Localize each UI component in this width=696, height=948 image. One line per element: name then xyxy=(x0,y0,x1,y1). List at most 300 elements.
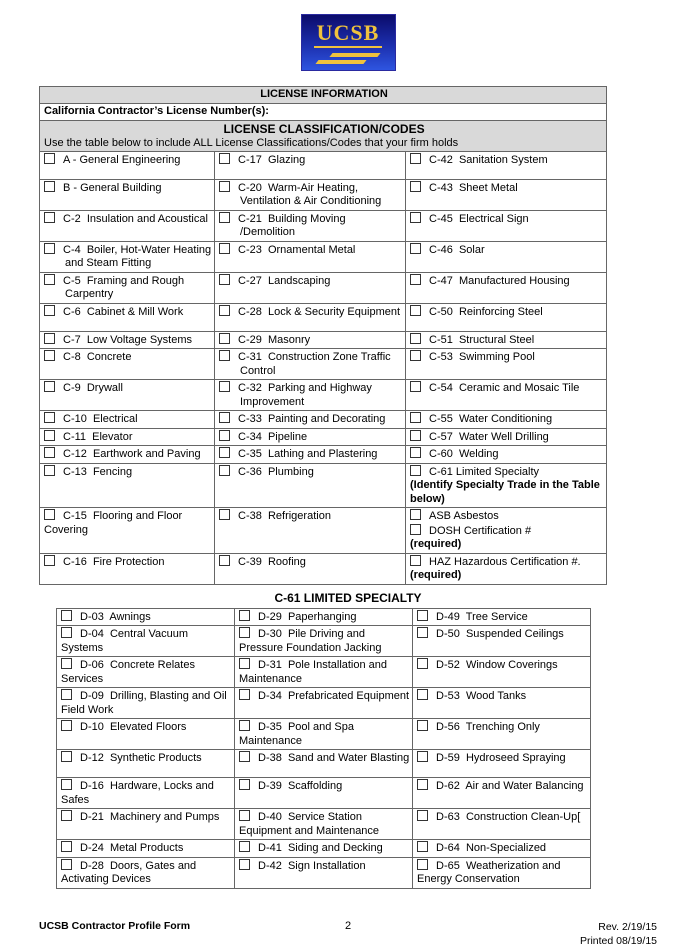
checkbox[interactable] xyxy=(239,689,250,700)
option-row xyxy=(410,305,604,320)
option-label: C-11 Elevator xyxy=(63,430,133,443)
option-label: C-20 Warm-Air Heating, Ventilation & Air Conditioning xyxy=(238,181,382,207)
license-option-cell xyxy=(215,508,406,554)
checkbox[interactable] xyxy=(219,465,230,476)
option-label: C-60 Welding xyxy=(429,448,499,460)
option-row xyxy=(410,430,604,445)
license-option-cell xyxy=(413,750,591,778)
checkbox[interactable] xyxy=(417,859,428,870)
option-row xyxy=(61,810,232,825)
option-label: D-41 Siding and Decking xyxy=(258,842,383,854)
table-row xyxy=(40,553,607,584)
option-row xyxy=(61,627,232,655)
option-row xyxy=(219,333,403,348)
option-label: C-10 Electrical xyxy=(63,413,138,425)
checkbox[interactable] xyxy=(417,810,428,821)
option-row xyxy=(417,627,588,642)
license-option-cell xyxy=(40,446,215,464)
classification-subtitle: Use the table below to include ALL License Classifications/Codes that your firm holds xyxy=(44,136,459,149)
license-option-cell xyxy=(40,151,215,179)
table-row xyxy=(57,857,591,888)
option-label: C-21 Building Moving /Demolition xyxy=(238,212,349,238)
checkbox[interactable] xyxy=(44,212,55,223)
license-option-cell xyxy=(406,151,607,179)
option-label: D-12 Synthetic Products xyxy=(80,752,202,764)
checkbox[interactable] xyxy=(239,627,250,638)
option-row xyxy=(219,305,403,320)
option-label: D-03 Awnings xyxy=(80,610,151,623)
license-option-cell xyxy=(413,688,591,719)
option-row xyxy=(417,720,588,735)
option-row xyxy=(410,181,604,196)
option-label: D-30 Pile Driving and Pressure Foundation Jacking xyxy=(239,628,382,654)
option-label: D-50 Suspended Ceilings xyxy=(436,628,564,640)
option-label: D-63 Construction Clean-Up[ xyxy=(436,811,581,823)
checkbox[interactable] xyxy=(417,689,428,700)
option-label: C-2 Insulation and Acoustical xyxy=(63,212,208,225)
license-option-cell xyxy=(406,303,607,331)
license-option-cell xyxy=(235,608,413,626)
option-row xyxy=(44,181,212,196)
checkbox[interactable] xyxy=(219,153,230,164)
option-row xyxy=(239,841,410,856)
option-label: C-28 Lock & Security Equipment xyxy=(238,305,401,318)
option-label: D-04 Central Vacuum Systems xyxy=(61,628,192,654)
option-row xyxy=(219,381,403,409)
option-row xyxy=(44,447,212,462)
license-option-cell xyxy=(57,809,235,840)
checkbox[interactable] xyxy=(219,243,230,254)
checkbox[interactable] xyxy=(410,509,421,520)
checkbox[interactable] xyxy=(410,305,421,316)
option-label: C-54 Ceramic and Mosaic Tile xyxy=(429,382,580,394)
option-label: C-27 Landscaping xyxy=(238,274,331,287)
checkbox[interactable] xyxy=(239,658,250,669)
checkbox[interactable] xyxy=(417,627,428,638)
option-label: C-16 Fire Protection xyxy=(63,555,165,568)
checkbox[interactable] xyxy=(219,555,230,566)
option-label: D-06 Concrete Relates Services xyxy=(61,659,199,685)
option-label: D-10 Elevated Floors xyxy=(80,721,187,733)
checkbox[interactable] xyxy=(61,810,72,821)
license-option-cell xyxy=(413,809,591,840)
checkbox[interactable] xyxy=(239,751,250,762)
table-row xyxy=(57,840,591,858)
table-row xyxy=(40,241,607,272)
option-row xyxy=(61,859,232,887)
checkbox[interactable] xyxy=(410,243,421,254)
option-row xyxy=(219,555,403,570)
checkbox[interactable] xyxy=(44,381,55,392)
checkbox[interactable] xyxy=(417,751,428,762)
option-label: D-42 Sign Installation xyxy=(258,859,366,872)
license-option-cell xyxy=(215,463,406,508)
table-row xyxy=(40,446,607,464)
option-label: D-53 Wood Tanks xyxy=(436,690,527,702)
table-row xyxy=(40,87,607,104)
option-label: D-09 Drilling, Blasting and Oil Field Work xyxy=(61,690,230,716)
option-row xyxy=(417,689,588,704)
option-row xyxy=(239,627,410,655)
option-row xyxy=(239,720,410,748)
checkbox[interactable] xyxy=(219,381,230,392)
license-option-cell xyxy=(57,857,235,888)
option-label: C-32 Parking and Highway Improvement xyxy=(238,382,375,408)
license-option-cell xyxy=(215,446,406,464)
license-option-cell xyxy=(40,331,215,349)
option-row xyxy=(219,412,403,427)
option-label: C-4 Boiler, Hot-Water Heating and Steam Fitting xyxy=(63,243,215,269)
license-option-cell xyxy=(215,380,406,411)
license-option-cell xyxy=(40,553,215,584)
option-label: (required) xyxy=(410,569,462,581)
checkbox[interactable] xyxy=(239,779,250,790)
table-row xyxy=(40,508,607,554)
checkbox[interactable] xyxy=(44,555,55,566)
option-label: C-47 Manufactured Housing xyxy=(429,274,570,287)
logo-slash-icon xyxy=(315,60,366,64)
option-row xyxy=(410,465,604,480)
license-option-cell xyxy=(40,241,215,272)
license-option-cell xyxy=(235,809,413,840)
option-label: (required) xyxy=(410,538,462,550)
option-label: C-42 Sanitation System xyxy=(429,153,548,166)
option-row xyxy=(44,412,212,427)
option-row xyxy=(410,447,604,462)
license-option-cell xyxy=(235,688,413,719)
option-row xyxy=(61,779,232,807)
option-label: D-21 Machinery and Pumps xyxy=(80,811,220,823)
option-label: D-62 Air and Water Balancing xyxy=(436,780,584,792)
checkbox[interactable] xyxy=(44,305,55,316)
footer-rev-date: Rev. 2/19/15 xyxy=(598,920,657,933)
checkbox[interactable] xyxy=(44,509,55,520)
license-number-label: California Contractor’s License Number(s): xyxy=(44,104,269,117)
option-row xyxy=(61,610,232,625)
option-label: C-34 Pipeline xyxy=(238,430,308,443)
table-row xyxy=(40,411,607,429)
license-option-cell xyxy=(40,349,215,380)
option-label: D-34 Prefabricated Equipment xyxy=(258,690,410,702)
checkbox[interactable] xyxy=(61,841,72,852)
checkbox[interactable] xyxy=(239,810,250,821)
checkbox[interactable] xyxy=(219,509,230,520)
license-option-cell xyxy=(413,778,591,809)
table-row xyxy=(57,809,591,840)
checkbox[interactable] xyxy=(410,274,421,285)
option-label: C-33 Painting and Decorating xyxy=(238,413,386,425)
option-row xyxy=(44,509,212,537)
license-option-cell xyxy=(40,210,215,241)
option-row xyxy=(239,859,410,874)
checkbox[interactable] xyxy=(239,720,250,731)
option-label: C-7 Low Voltage Systems xyxy=(63,333,193,346)
checkbox[interactable] xyxy=(44,350,55,361)
option-row xyxy=(44,555,212,570)
option-note xyxy=(410,538,604,552)
license-option-cell xyxy=(57,778,235,809)
option-label: D-16 Hardware, Locks and Safes xyxy=(61,780,217,806)
license-option-cell xyxy=(40,179,215,210)
checkbox[interactable] xyxy=(61,859,72,870)
checkbox[interactable] xyxy=(44,465,55,476)
option-row xyxy=(410,412,604,427)
option-label: C-45 Electrical Sign xyxy=(429,212,529,225)
option-row xyxy=(44,305,212,320)
checkbox[interactable] xyxy=(61,627,72,638)
table-row xyxy=(40,428,607,446)
checkbox[interactable] xyxy=(239,610,250,621)
option-row xyxy=(219,153,403,168)
checkbox[interactable] xyxy=(219,430,230,441)
option-row xyxy=(417,841,588,856)
checkbox[interactable] xyxy=(61,689,72,700)
option-row xyxy=(44,153,212,168)
option-label: D-49 Tree Service xyxy=(436,610,528,623)
option-row xyxy=(61,751,232,766)
checkbox[interactable] xyxy=(417,720,428,731)
option-row xyxy=(239,610,410,625)
option-row xyxy=(417,779,588,794)
option-label: (Identify Specialty Trade in the Table below) xyxy=(410,479,603,505)
table-row xyxy=(40,349,607,380)
option-row xyxy=(417,751,588,766)
table-row xyxy=(57,608,591,626)
license-information-header: LICENSE INFORMATION xyxy=(40,87,607,104)
option-row xyxy=(410,381,604,396)
classification-header-cell xyxy=(40,120,607,151)
checkbox[interactable] xyxy=(410,153,421,164)
checkbox[interactable] xyxy=(410,212,421,223)
license-option-cell xyxy=(235,840,413,858)
ucsb-logo xyxy=(301,14,396,71)
table-row xyxy=(57,626,591,657)
footer-form-name: UCSB Contractor Profile Form xyxy=(39,919,191,932)
footer-revision-block xyxy=(451,920,657,948)
checkbox[interactable] xyxy=(44,153,55,164)
license-option-cell xyxy=(57,688,235,719)
license-option-cell xyxy=(40,463,215,508)
license-option-cell xyxy=(215,411,406,429)
checkbox[interactable] xyxy=(61,779,72,790)
option-label: D-59 Hydroseed Spraying xyxy=(436,752,566,764)
option-label: C-35 Lathing and Plastering xyxy=(238,448,378,460)
checkbox[interactable] xyxy=(239,841,250,852)
license-option-cell xyxy=(406,463,607,508)
checkbox[interactable] xyxy=(239,859,250,870)
checkbox[interactable] xyxy=(410,412,421,423)
option-label: C-6 Cabinet & Mill Work xyxy=(63,305,184,318)
option-row xyxy=(44,350,212,365)
license-option-cell xyxy=(57,719,235,750)
option-label: D-24 Metal Products xyxy=(80,842,184,854)
checkbox[interactable] xyxy=(410,524,421,535)
option-row xyxy=(219,509,403,524)
option-row xyxy=(239,658,410,686)
logo-slash-icon xyxy=(329,53,380,57)
checkbox[interactable] xyxy=(44,412,55,423)
checkbox[interactable] xyxy=(410,430,421,441)
checkbox[interactable] xyxy=(219,350,230,361)
license-option-cell xyxy=(57,608,235,626)
checkbox[interactable] xyxy=(417,779,428,790)
contractor-profile-form-page xyxy=(0,14,696,947)
checkbox[interactable] xyxy=(410,350,421,361)
checkbox[interactable] xyxy=(44,274,55,285)
checkbox[interactable] xyxy=(44,243,55,254)
checkbox[interactable] xyxy=(417,841,428,852)
license-option-cell xyxy=(215,179,406,210)
option-label: D-28 Doors, Gates and Activating Devices xyxy=(61,859,199,885)
option-label: C-57 Water Well Drilling xyxy=(429,430,549,443)
table-row xyxy=(40,151,607,179)
license-option-cell xyxy=(406,411,607,429)
option-label: HAZ Hazardous Certification #. xyxy=(429,555,581,568)
license-option-cell xyxy=(57,626,235,657)
option-label: C-8 Concrete xyxy=(63,351,132,363)
license-option-cell xyxy=(215,210,406,241)
license-option-cell xyxy=(413,840,591,858)
option-label: D-39 Scaffolding xyxy=(258,780,343,792)
license-option-cell xyxy=(40,380,215,411)
checkbox[interactable] xyxy=(219,305,230,316)
footer-page-number: 2 xyxy=(344,919,352,932)
checkbox[interactable] xyxy=(410,447,421,458)
license-option-cell xyxy=(413,657,591,688)
option-row xyxy=(219,465,403,480)
option-row xyxy=(410,333,604,348)
option-row xyxy=(239,779,410,794)
option-label: C-36 Plumbing xyxy=(238,465,314,478)
license-option-cell xyxy=(235,778,413,809)
license-option-cell xyxy=(215,349,406,380)
option-label: C-9 Drywall xyxy=(63,382,123,394)
checkbox[interactable] xyxy=(61,720,72,731)
license-option-cell xyxy=(215,272,406,303)
checkbox[interactable] xyxy=(417,610,428,621)
option-label: DOSH Certification # xyxy=(429,524,532,537)
license-option-cell xyxy=(406,553,607,584)
checkbox[interactable] xyxy=(61,610,72,621)
option-label: ASB Asbestos xyxy=(429,510,499,522)
checkbox[interactable] xyxy=(410,465,421,476)
option-row xyxy=(219,350,403,378)
option-row xyxy=(44,381,212,396)
license-option-cell xyxy=(57,657,235,688)
option-label: C-13 Fencing xyxy=(63,465,133,478)
option-row xyxy=(410,555,604,570)
license-option-cell xyxy=(406,272,607,303)
checkbox[interactable] xyxy=(44,430,55,441)
license-option-cell xyxy=(40,303,215,331)
option-row xyxy=(239,689,410,704)
license-option-cell xyxy=(406,428,607,446)
option-row xyxy=(410,153,604,168)
table-row xyxy=(40,210,607,241)
license-option-cell xyxy=(413,719,591,750)
checkbox[interactable] xyxy=(219,333,230,344)
checkbox[interactable] xyxy=(61,751,72,762)
option-label: C-31 Construction Zone Traffic Control xyxy=(238,351,394,377)
option-label: C-15 Flooring and Floor Covering xyxy=(44,510,186,536)
checkbox[interactable] xyxy=(44,181,55,192)
option-row xyxy=(44,212,212,227)
table-row xyxy=(57,778,591,809)
option-label: C-38 Refrigeration xyxy=(238,510,331,522)
option-row xyxy=(239,751,410,766)
license-option-cell xyxy=(406,508,607,554)
option-row xyxy=(44,333,212,348)
option-label: C-39 Roofing xyxy=(238,555,306,568)
option-note xyxy=(410,479,604,506)
license-option-cell xyxy=(57,840,235,858)
option-row xyxy=(410,274,604,289)
checkbox[interactable] xyxy=(44,333,55,344)
c61-specialty-table xyxy=(56,608,591,889)
checkbox[interactable] xyxy=(219,181,230,192)
checkbox[interactable] xyxy=(219,447,230,458)
license-option-cell xyxy=(235,657,413,688)
ucsb-logo-text: UCSB xyxy=(314,22,383,48)
license-option-cell xyxy=(235,750,413,778)
option-row xyxy=(61,689,232,717)
license-option-cell xyxy=(406,241,607,272)
table-row xyxy=(40,463,607,508)
table-row xyxy=(57,688,591,719)
option-note xyxy=(410,569,604,583)
option-row xyxy=(44,274,212,302)
checkbox[interactable] xyxy=(219,274,230,285)
license-option-cell xyxy=(235,719,413,750)
table-row xyxy=(40,380,607,411)
option-label: D-38 Sand and Water Blasting xyxy=(258,752,410,764)
option-label: C-61 Limited Specialty xyxy=(429,465,540,478)
license-option-cell xyxy=(406,349,607,380)
license-information-table xyxy=(39,86,607,585)
checkbox[interactable] xyxy=(219,412,230,423)
checkbox[interactable] xyxy=(417,658,428,669)
option-row xyxy=(219,430,403,445)
license-option-cell xyxy=(413,608,591,626)
option-label: C-55 Water Conditioning xyxy=(429,413,553,425)
option-row xyxy=(44,465,212,480)
option-row xyxy=(410,350,604,365)
checkbox[interactable] xyxy=(219,212,230,223)
table-row xyxy=(40,103,607,120)
option-label: D-64 Non-Specialized xyxy=(436,842,547,854)
option-label: C-46 Solar xyxy=(429,243,485,256)
checkbox[interactable] xyxy=(410,555,421,566)
option-label: D-40 Service Station Equipment and Maintenance xyxy=(239,811,380,837)
option-label: A - General Engineering xyxy=(63,153,181,166)
option-row xyxy=(219,243,403,258)
option-row xyxy=(239,810,410,838)
option-label: C-23 Ornamental Metal xyxy=(238,243,356,256)
license-number-input[interactable] xyxy=(269,105,604,119)
table-row xyxy=(40,331,607,349)
c61-limited-specialty-title: C-61 LIMITED SPECIALTY xyxy=(274,590,422,605)
checkbox[interactable] xyxy=(410,333,421,344)
table-row xyxy=(40,120,607,151)
checkbox[interactable] xyxy=(44,447,55,458)
checkbox[interactable] xyxy=(410,181,421,192)
checkbox[interactable] xyxy=(410,381,421,392)
option-row xyxy=(61,658,232,686)
checkbox[interactable] xyxy=(61,658,72,669)
option-row xyxy=(61,841,232,856)
license-option-cell xyxy=(406,331,607,349)
table-row xyxy=(40,272,607,303)
